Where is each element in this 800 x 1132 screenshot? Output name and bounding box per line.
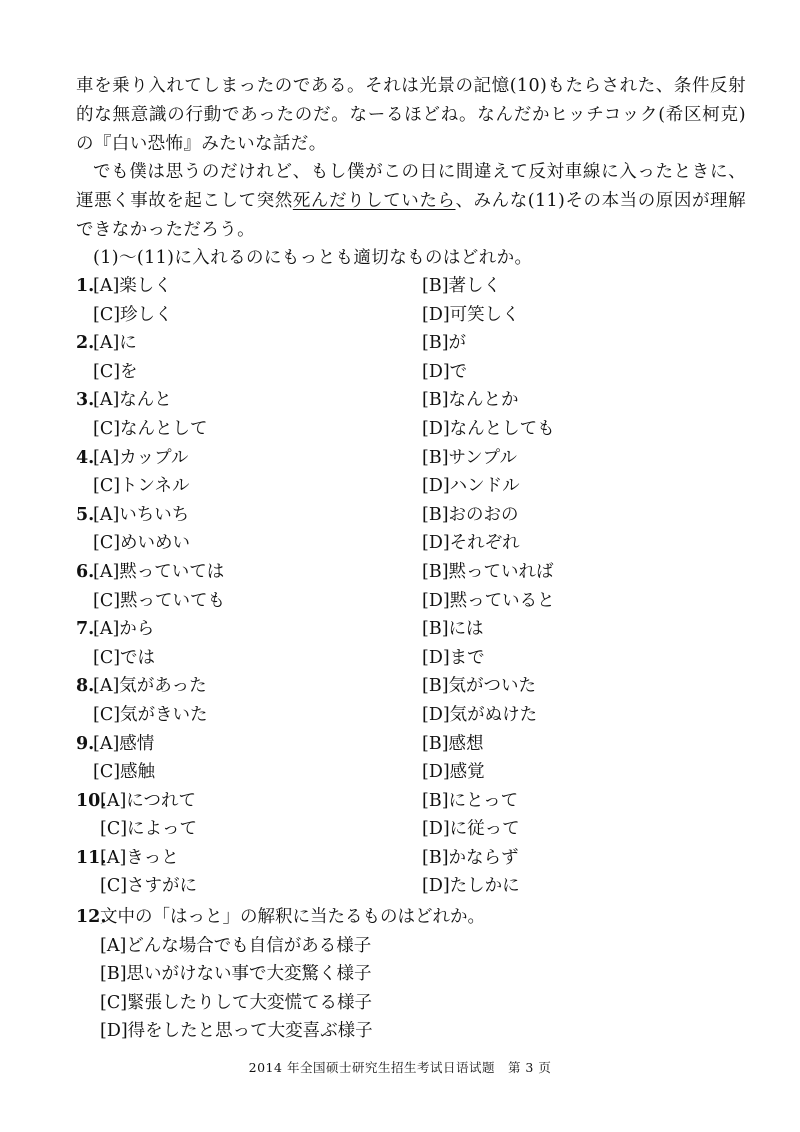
option-d: [D]可笑しく (422, 304, 520, 325)
question-row (76, 415, 756, 444)
option-b: [B]が (422, 333, 467, 354)
option-b: [B]おのおの (422, 504, 519, 525)
question-row (76, 815, 756, 844)
question-list (76, 272, 756, 901)
question-row (76, 329, 756, 358)
question-number: 2. (76, 333, 95, 354)
option-c: [C]なんとして (93, 418, 208, 439)
option-b: [B]には (422, 619, 484, 640)
option-a: [A]きっと (100, 847, 179, 868)
question-number: 8. (76, 676, 95, 697)
question-row (76, 615, 756, 644)
option-a: [A]カップル (93, 447, 189, 468)
question-number: 3. (76, 390, 95, 411)
question-row (76, 301, 756, 330)
option-d: [D]まで (422, 647, 485, 668)
option-b: [B]感想 (422, 733, 484, 754)
question-number: 1. (76, 276, 95, 296)
option-a: [A]につれて (100, 790, 196, 811)
option-b: [B]黙っていれば (422, 561, 554, 582)
question-row (76, 472, 756, 501)
option-b: [B]かならず (422, 847, 519, 868)
option-b: [B]なんとか (422, 390, 519, 411)
option-c: [C]気がきいた (93, 704, 208, 725)
option-d: [D]黙っていると (422, 590, 555, 611)
option-b: [B]思いがけない事で大変驚く様子 (100, 964, 372, 985)
option-c: [C]めいめい (93, 533, 191, 554)
option-c: [C]緊張したりして大変慌てる様子 (100, 992, 373, 1013)
question-row (76, 272, 756, 301)
option-b: [B]気がついた (422, 676, 537, 697)
question-row (76, 587, 756, 616)
question-row (76, 872, 756, 901)
option-a: [A]から (93, 619, 155, 640)
question-number: 5. (76, 504, 95, 525)
option-a: [A]いちいち (93, 504, 190, 525)
page-footer: 2014 年全国硕士研究生招生考试日语试题 第 3 页 (248, 1060, 552, 1075)
option-d: [D]で (422, 361, 468, 382)
option-a: [A]感情 (93, 733, 155, 754)
question-row (76, 787, 756, 816)
option-c: [C]黙っていても (93, 590, 226, 611)
option-d: [D]それぞれ (422, 533, 520, 554)
question-option-row (76, 960, 756, 989)
passage-text-after: 、みんな(11)その本当の原因が理解できなかっただろう。 (76, 191, 746, 240)
question-12 (76, 903, 756, 1046)
passage-paragraph-1: 車を乗り入れてしまったのである。それは光景の記憶(10)もたらされた、条件反射的な無意識の行動であったのだ。なーるほどね。なんだかヒッチコック(希区柯克)の『白い恐怖』みたいな話だ。 (76, 76, 746, 154)
question-row (76, 672, 756, 701)
question-number: 4. (76, 447, 95, 468)
option-d: [D]得をしたと思って大変喜ぶ様子 (100, 1021, 373, 1042)
option-a: [A]気があった (93, 676, 207, 697)
instruction: (1)～(11)に入れるのにもっとも適切なものはどれか。 (93, 248, 533, 268)
question-text: 文中の「はっと」の解釈に当たるものはどれか。 (100, 907, 485, 927)
question-row (76, 701, 756, 730)
question-number: 11. (76, 847, 107, 868)
option-a: [A]どんな場合でも自信がある様子 (100, 935, 372, 956)
question-number: 12. (76, 907, 107, 927)
option-b: [B]サンプル (422, 447, 517, 468)
question-row (76, 386, 756, 415)
option-d: [D]ハンドル (422, 476, 520, 497)
option-c: [C]では (93, 647, 156, 668)
option-b: [B]著しく (422, 276, 502, 296)
question-option-row (76, 932, 756, 961)
option-c: [C]トンネル (93, 476, 190, 497)
question-number: 10. (76, 790, 107, 811)
option-d: [D]感覚 (422, 762, 485, 783)
question-row (76, 758, 756, 787)
passage-paragraph-2 (76, 158, 746, 245)
question-row (76, 730, 756, 759)
passage-text-before: でも僕は思うのだけれど、もし僕がこの日に間違えて反対車線に入ったときに、運悪く事故を起こして突然 (76, 162, 746, 211)
question-row (76, 644, 756, 673)
question-row (76, 444, 756, 473)
option-c: [C]によって (100, 819, 198, 840)
underlined-phrase: 死んだりしていたら (292, 191, 456, 211)
question-number: 9. (76, 733, 95, 754)
question-row (76, 558, 756, 587)
option-a: [A]なんと (93, 390, 172, 411)
question-option-row (76, 1017, 756, 1046)
option-d: [D]に従って (422, 819, 520, 840)
question-row (76, 844, 756, 873)
question-row (76, 358, 756, 387)
question-option-row (76, 989, 756, 1018)
option-d: [D]たしかに (422, 876, 520, 897)
question-row (76, 903, 756, 932)
option-c: [C]さすがに (100, 876, 198, 897)
question-number: 6. (76, 561, 95, 582)
option-a: [A]楽しく (93, 276, 172, 296)
option-c: [C]感触 (93, 762, 156, 783)
option-b: [B]にとって (422, 790, 519, 811)
question-row (76, 529, 756, 558)
option-d: [D]なんとしても (422, 418, 555, 439)
option-d: [D]気がぬけた (422, 704, 538, 725)
option-c: [C]を (93, 361, 138, 382)
option-c: [C]珍しく (93, 304, 173, 325)
question-row (76, 501, 756, 530)
option-a: [A]黙っていては (93, 561, 225, 582)
question-number: 7. (76, 619, 95, 640)
option-a: [A]に (93, 333, 137, 354)
